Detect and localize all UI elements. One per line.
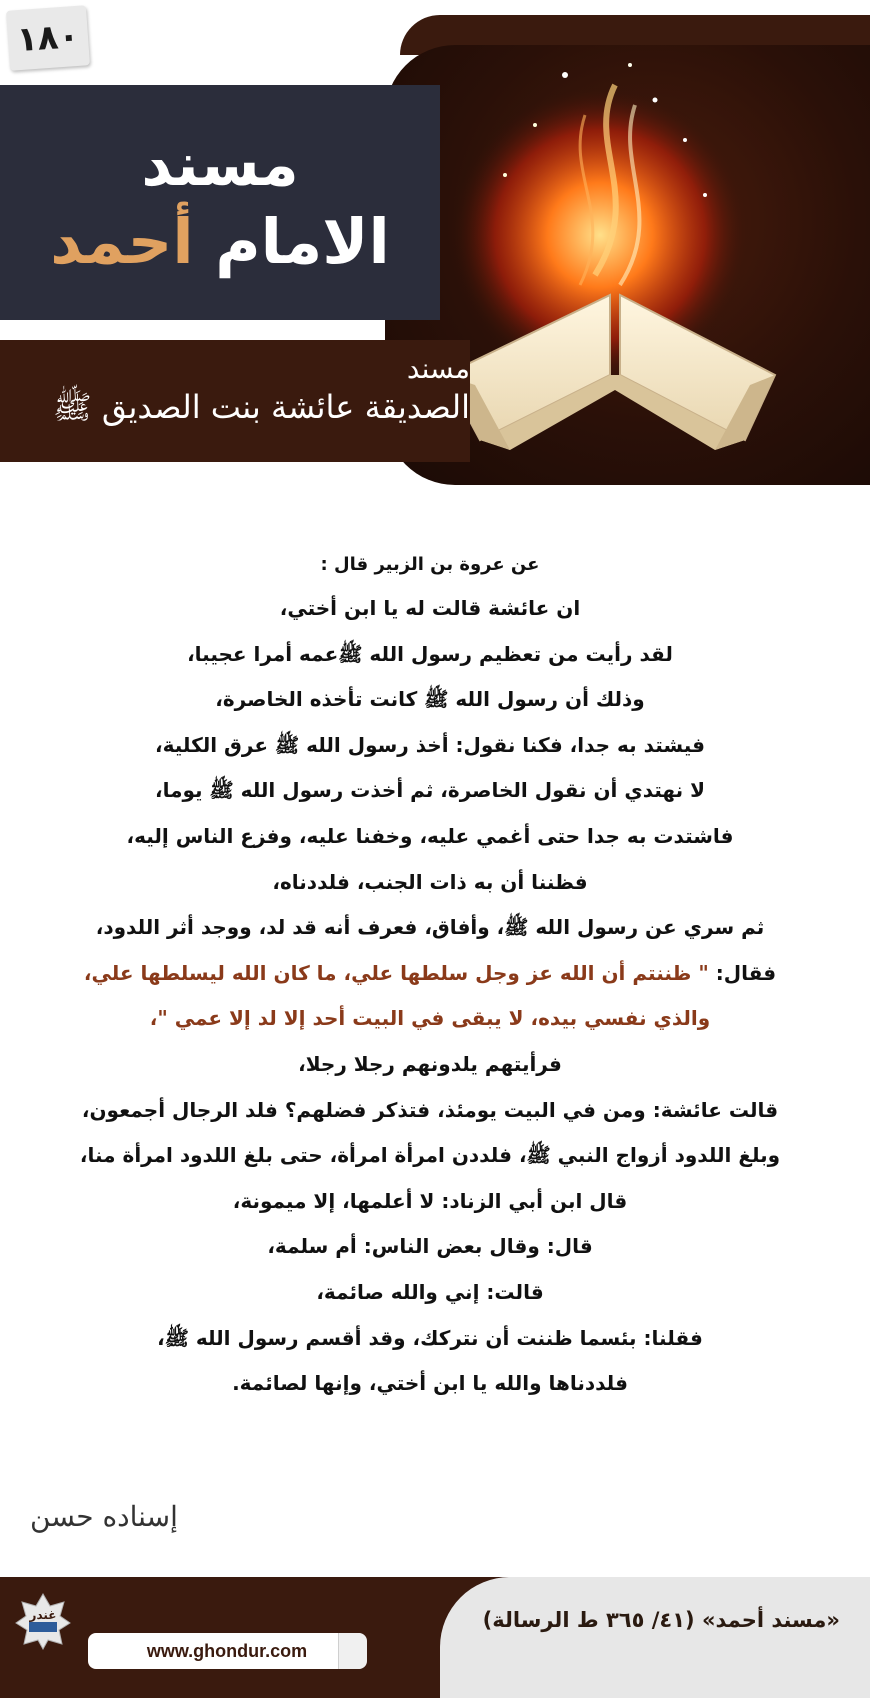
page-title-line2 bbox=[0, 205, 440, 278]
hadith-line: لقد رأيت من تعظيم رسول الله ﷺعمه أمرا عجيبا، bbox=[187, 641, 673, 666]
hadith-line: قالت: إني والله صائمة، bbox=[316, 1279, 544, 1304]
hadith-line: قال: وقال بعض الناس: أم سلمة، bbox=[267, 1234, 593, 1259]
subtitle-line1: مسند bbox=[406, 352, 470, 385]
subtitle-line2: الصديقة عائشة بنت الصديق ﷺ bbox=[53, 388, 470, 426]
hadith-line: لا نهتدي أن نقول الخاصرة، ثم أخذت رسول الله ﷺ يوما، bbox=[154, 778, 705, 803]
hadith-line: فاشتدت به جدا حتى أغمي عليه، وخفنا عليه، وفزع الناس إليه، bbox=[126, 823, 734, 848]
hadith-line: ان عائشة قالت له يا ابن أختي، bbox=[279, 596, 581, 620]
hadith-line: قالت عائشة: ومن في البيت يومئذ، فتذكر فضلهم؟ فلد الرجال أجمعون، bbox=[81, 1097, 779, 1122]
title-word-imam: الامام bbox=[215, 205, 390, 278]
hadith-quote-line2: والذي نفسي بيده، لا يبقى في البيت أحد إلا لد إلا عمي "، bbox=[149, 1006, 711, 1031]
quote-text: " ظننتم أن الله عز وجل سلطها علي، ما كان الله ليسلطها علي، bbox=[83, 960, 716, 985]
hadith-line: فظننا أن به ذات الجنب، فلددناه، bbox=[272, 869, 588, 894]
website-link-tab bbox=[338, 1633, 367, 1669]
website-link[interactable]: www.ghondur.com bbox=[88, 1633, 366, 1669]
title-word-ahmad: أحمد bbox=[50, 205, 194, 278]
hadith-line: فيشتد به جدا، فكنا نقول: أخذ رسول الله ﷺ عرق الكلية، bbox=[155, 732, 705, 757]
hadith-line: ثم سري عن رسول الله ﷺ، وأفاق، فعرف أنه قد لد، ووجد أثر اللدود، bbox=[95, 915, 765, 940]
quote-lead: فقال: bbox=[715, 960, 777, 985]
hadith-intro: عن عروة بن الزبير قال : bbox=[320, 554, 540, 575]
hadith-line: فقلنا: بئسما ظننت أن نتركك، وقد أقسم رسول الله ﷺ، bbox=[157, 1325, 703, 1350]
hadith-line: وذلك أن رسول الله ﷺ كانت تأخذه الخاصرة، bbox=[215, 687, 645, 712]
source-reference: «مسند أحمد» (٤١/ ٣٦٥ ط الرسالة) bbox=[482, 1608, 840, 1632]
hadith-line: وبلغ اللدود أزواج النبي ﷺ، فلددن امرأة امرأة، حتى بلغ اللدود امرأة منا، bbox=[79, 1143, 781, 1168]
hadith-line: فلددناها والله يا ابن أختي، وإنها لصائمة. bbox=[232, 1371, 628, 1396]
footer-reference-panel bbox=[440, 1577, 870, 1698]
hadith-text bbox=[20, 550, 840, 1407]
hadith-line: فرأيتهم يلدونهم رجلا رجلا، bbox=[298, 1051, 562, 1076]
ghondur-logo-icon bbox=[14, 1592, 72, 1650]
hadith-line: قال ابن أبي الزناد: لا أعلمها، إلا ميمونة، bbox=[232, 1188, 628, 1213]
logo-text: غندر bbox=[29, 1608, 57, 1622]
title-panel bbox=[0, 85, 440, 320]
page-number-badge: ١٨٠ bbox=[6, 5, 90, 70]
page-title-line1: مسند bbox=[141, 130, 299, 200]
isnad-grading: إسناده حسن bbox=[30, 1500, 178, 1533]
header bbox=[0, 0, 870, 470]
hadith-quote-line1 bbox=[20, 951, 840, 997]
